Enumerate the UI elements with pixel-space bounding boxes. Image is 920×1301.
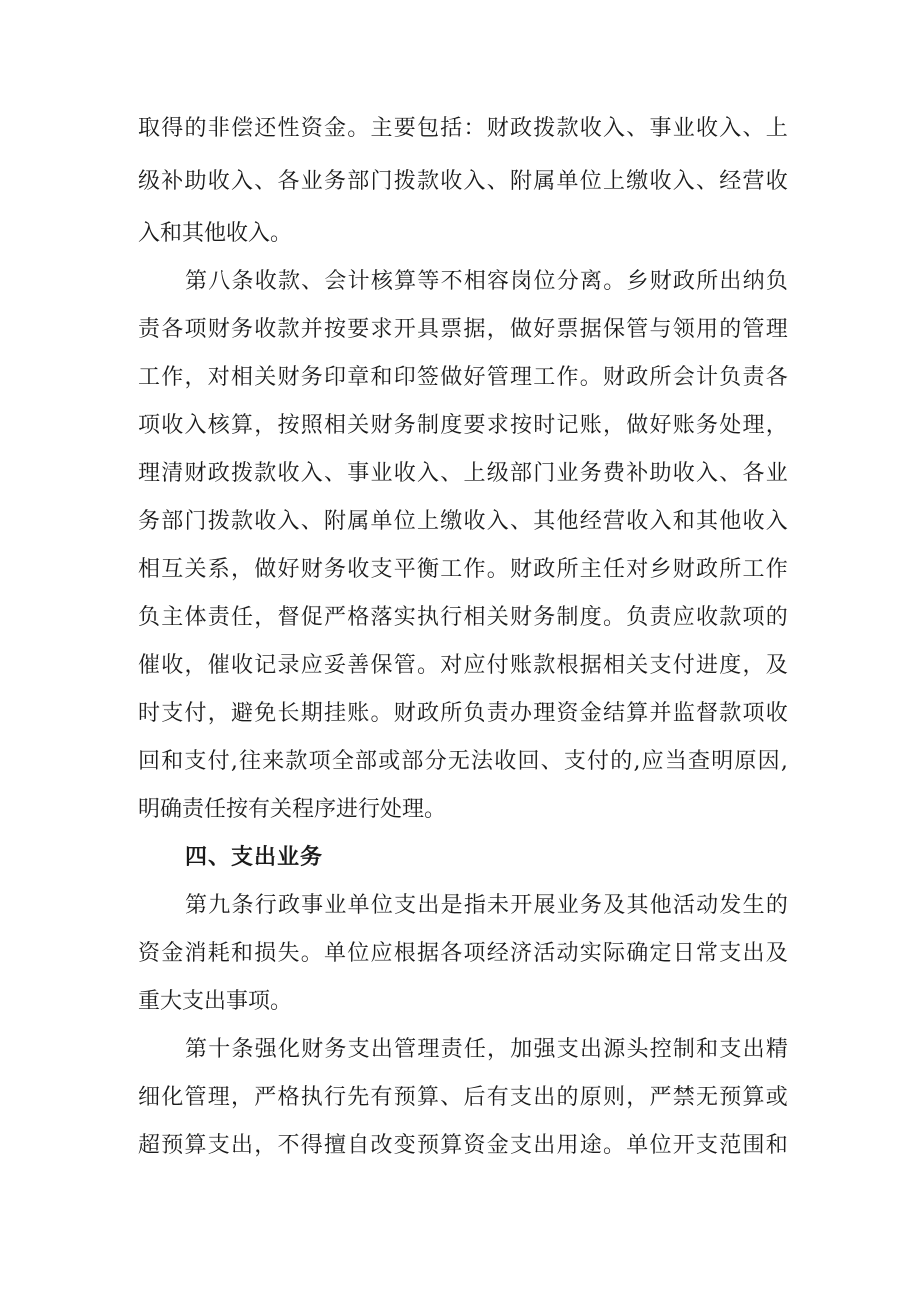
text-line: 相 互 关 系 ， 做 好 财 务 收 支 平 衡 工 作 。 财 政 所 主 任 对 乡 财 政 所 工 作 [138,557,788,582]
text-line: 催 收 ， 催 收 记 录 应 妥 善 保 管 。 对 应 付 账 款 根 据 相 关 支 付 进 度 ， 及 [138,653,788,678]
text-line: 工 作 ， 对 相 关 财 务 印 章 和 印 签 做 好 管 理 工 作 。 财 政 所 会 计 负 责 各 [138,365,788,390]
text-line: 理 清 财 政 拨 款 收 入 、 事 业 收 入 、 上 级 部 门 业 务 费 补 助 收 入 、 各 业 [138,461,788,486]
text-line: 重大支出事项。 [138,989,293,1014]
text-line: 回 和 支 付 , 往 来 款 项 全 部 或 部 分 无 法 收 回 、 支 付 的 , 应 当 查 明 原 因 , [138,749,788,774]
paragraph-first-line: 第 十 条 强 化 财 务 支 出 管 理 责 任 ， 加 强 支 出 源 头 控 制 和 支 出 精 [185,1037,788,1062]
text-line: 责 各 项 财 务 收 款 并 按 要 求 开 具 票 据 ， 做 好 票 据 保 管 与 领 用 的 管 理 [138,317,788,342]
text-line: 入和其他收入。 [138,221,293,246]
text-line: 超 预 算 支 出 ， 不 得 擅 自 改 变 预 算 资 金 支 出 用 途 。 单 位 开 支 范 围 和 [138,1133,788,1158]
text-line: 资 金 消 耗 和 损 失 。 单 位 应 根 据 各 项 经 济 活 动 实 际 确 定 日 常 支 出 及 [138,941,788,966]
text-line: 项 收 入 核 算 ， 按 照 相 关 财 务 制 度 要 求 按 时 记 账 ， 做 好 账 务 处 理 ， [138,413,788,438]
paragraph-first-line: 第 八 条 收 款 、 会 计 核 算 等 不 相 容 岗 位 分 离 。 乡 财 政 所 出 纳 负 [185,269,788,294]
text-line: 级 补 助 收 入 、 各 业 务 部 门 拨 款 收 入 、 附 属 单 位 上 缴 收 入 、 经 营 收 [138,169,788,194]
text-line: 时 支 付 ， 避 免 长 期 挂 账 。 财 政 所 负 责 办 理 资 金 结 算 并 监 督 款 项 收 [138,701,788,726]
text-line: 细 化 管 理 ， 严 格 执 行 先 有 预 算 、 后 有 支 出 的 原 则 ， 严 禁 无 预 算 或 [138,1085,788,1110]
text-line: 取 得 的 非 偿 还 性 资 金 。 主 要 包 括 ： 财 政 拨 款 收 入 、 事 业 收 入 、 上 [138,116,788,141]
text-line: 务 部 门 拨 款 收 入 、 附 属 单 位 上 缴 收 入 、 其 他 经 营 收 入 和 其 他 收 入 [138,509,788,534]
text-line: 明确责任按有关程序进行处理。 [138,797,447,822]
section-heading: 四、支出业务 [185,845,324,870]
text-line: 负 主 体 责 任 ， 督 促 严 格 落 实 执 行 相 关 财 务 制 度 。 负 责 应 收 款 项 的 [138,605,788,630]
paragraph-first-line: 第 九 条 行 政 事 业 单 位 支 出 是 指 未 开 展 业 务 及 其 他 活 动 发 生 的 [185,893,788,918]
